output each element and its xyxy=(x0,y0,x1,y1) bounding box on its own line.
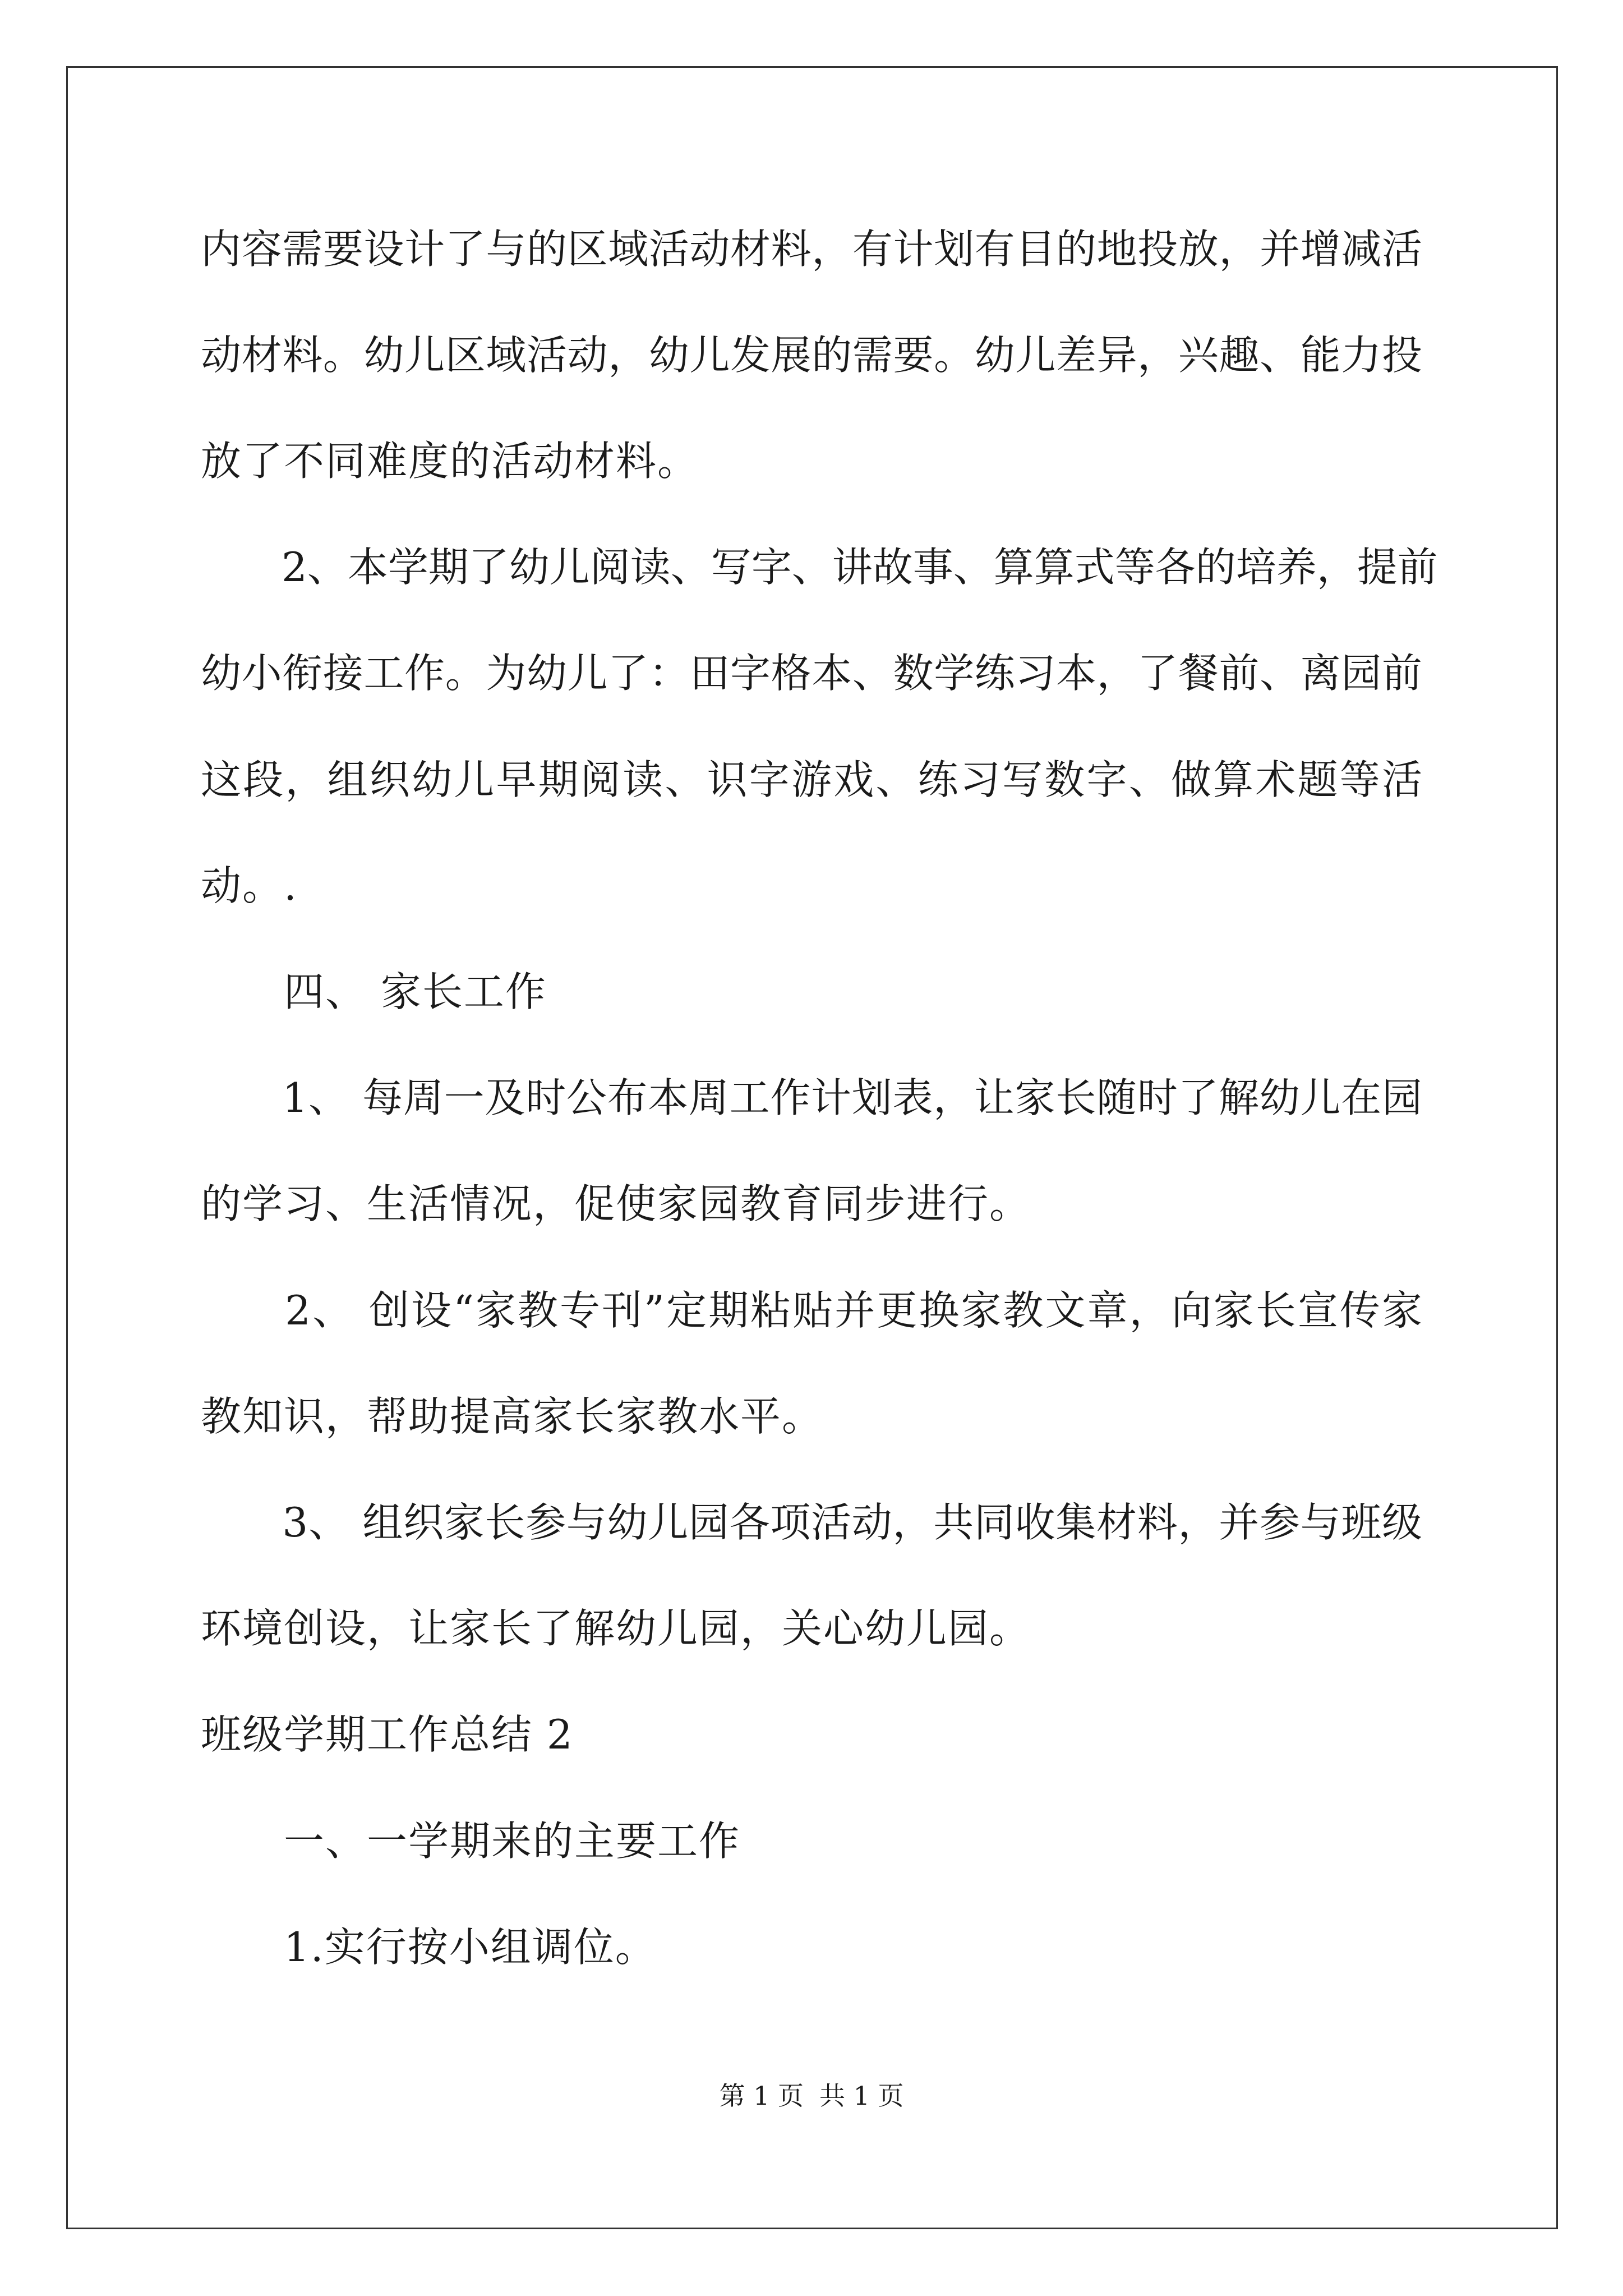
body-line-17: 1.实行按小组调位。 xyxy=(201,1924,657,1971)
body-line-10: 的学习、生活情况，促使家园教育同步进行。 xyxy=(201,1180,1031,1227)
body-line-7: 动。. xyxy=(201,862,298,909)
body-line-2: 动材料。幼儿区域活动，幼儿发展的需要。幼儿差异，兴趣、能力投 xyxy=(201,332,1422,379)
page-total: 共 1 页 xyxy=(819,2081,904,2111)
section-heading-parents: 四、 家长工作 xyxy=(201,968,547,1015)
section-heading-main-work: 一、一学期来的主要工作 xyxy=(201,1818,741,1865)
body-line-6: 这段，组织幼儿早期阅读、识字游戏、练习写数字、做算术题等活 xyxy=(201,756,1422,803)
body-line-14: 环境创设，让家长了解幼儿园，关心幼儿园。 xyxy=(201,1605,1031,1652)
body-line-1: 内容需要设计了与的区域活动材料，有计划有目的地投放，并增减活 xyxy=(201,226,1422,273)
body-line-4: 2、本学期了幼儿阅读、写字、讲故事、算算式等各的培养，提前 xyxy=(201,544,1438,591)
body-line-5: 幼小衔接工作。为幼儿了：田字格本、数学练习本，了餐前、离园前 xyxy=(201,650,1422,697)
document-subtitle: 班级学期工作总结 2 xyxy=(201,1711,574,1758)
body-line-13: 3、 组织家长参与幼儿园各项活动，共同收集材料，并参与班级 xyxy=(201,1499,1422,1546)
page-number: 第 1 页 xyxy=(719,2081,804,2111)
page-footer xyxy=(0,2079,1623,2113)
body-line-11: 2、 创设“家教专刊”定期粘贴并更换家教文章，向家长宣传家 xyxy=(201,1287,1422,1334)
body-line-12: 教知识，帮助提高家长家教水平。 xyxy=(201,1393,824,1440)
body-line-3: 放了不同难度的活动材料。 xyxy=(201,438,699,485)
body-line-9: 1、 每周一及时公布本周工作计划表，让家长随时了解幼儿在园 xyxy=(201,1074,1422,1121)
